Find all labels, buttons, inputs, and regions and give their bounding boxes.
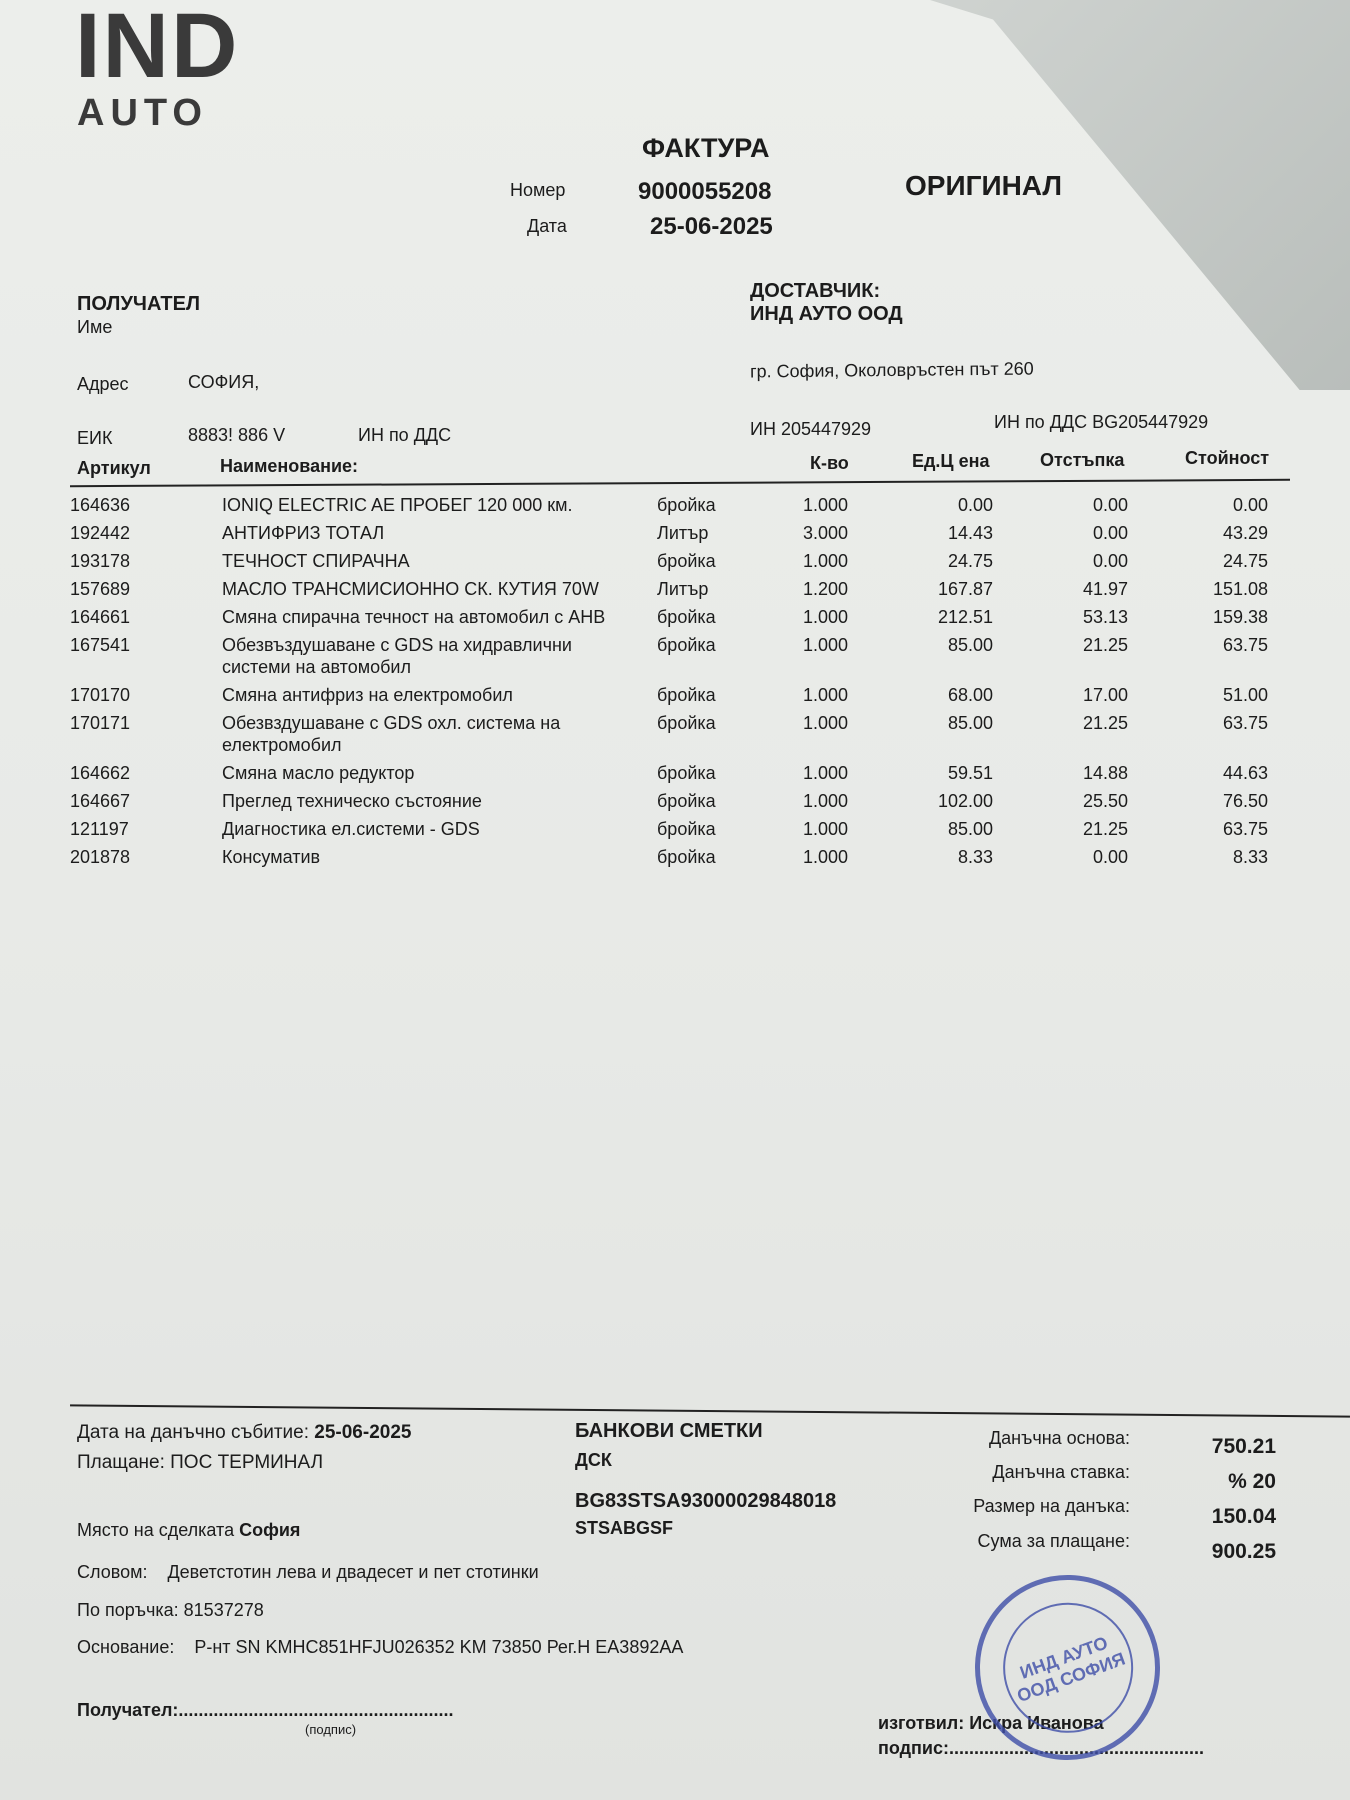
iban: BG83STSA93000029848018 [575, 1490, 837, 1512]
tax-date-label: Дата на данъчно събитие: [77, 1422, 309, 1443]
place-label: Място на сделката [77, 1520, 235, 1540]
item-unit: бройка [657, 847, 716, 867]
item-qty: 1.000 [802, 847, 848, 867]
table-row [70, 550, 1290, 572]
recipient-eik: 8883! 886 V [188, 425, 286, 445]
item-discount: 14.88 [1082, 763, 1128, 783]
item-discount: 53.13 [1082, 607, 1128, 627]
place-line [77, 1520, 300, 1541]
item-qty: 3.000 [802, 523, 848, 543]
item-qty: 1.000 [802, 763, 848, 783]
payment-label: Плащане: [77, 1452, 165, 1473]
item-name: МАСЛО ТРАНСМИСИОННО СК. КУТИЯ 70W [222, 579, 599, 599]
supplier-in: ИН 205447929 [750, 419, 872, 439]
item-unit: Литър [657, 579, 709, 599]
tax-rate: % 20 [1228, 1470, 1276, 1493]
item-qty: 1.000 [802, 819, 848, 839]
base-label: Данъчна основа: [988, 1428, 1130, 1448]
recipient-signature-line: Получател:....................................................... [77, 1700, 454, 1720]
payment-method: ПОС ТЕРМИНАЛ [170, 1452, 324, 1473]
item-qty: 1.200 [802, 579, 848, 599]
col-discount: Отстъпка [1040, 450, 1125, 470]
item-unit: бройка [657, 551, 716, 571]
item-code: 164636 [70, 495, 131, 515]
item-discount: 21.25 [1082, 819, 1128, 839]
item-code: 193178 [70, 551, 131, 571]
item-qty: 1.000 [802, 791, 848, 811]
item-discount: 21.25 [1082, 635, 1128, 655]
item-unit: бройка [657, 763, 716, 783]
item-name: АНТИФРИЗ ТОТАЛ [222, 523, 385, 543]
item-name: Преглед техническо състояние [222, 791, 482, 811]
item-name: IONIQ ELECTRIC AE ПРОБЕГ 120 000 км. [222, 495, 573, 515]
item-unit: бройка [657, 685, 716, 705]
recipient-heading: ПОЛУЧАТЕЛ [77, 293, 200, 315]
table-row [70, 818, 1290, 840]
item-value: 63.75 [1222, 635, 1268, 655]
rate-label: Данъчна ставка: [992, 1462, 1130, 1482]
item-value: 51.00 [1222, 685, 1268, 705]
tax-date-line [77, 1422, 411, 1444]
table-row [70, 606, 1290, 628]
item-code: 121197 [70, 819, 129, 839]
date-label: Дата [527, 216, 567, 236]
basis: Р-нт SN KMHC851HFJU026352 KM 73850 Рег.Н EA3892AA [194, 1637, 684, 1657]
item-value: 8.33 [1232, 847, 1268, 867]
item-value: 24.75 [1222, 551, 1268, 571]
stamp-text: ИНД АУТО ООД СОФИЯ [984, 1584, 1151, 1751]
table-row [70, 712, 1290, 756]
item-qty: 1.000 [802, 635, 848, 655]
bank-name: ДСК [575, 1450, 612, 1470]
item-name: Смяна антифриз на електромобил [222, 685, 513, 705]
item-discount: 0.00 [1092, 551, 1128, 571]
table-row [70, 522, 1290, 544]
item-value: 159.38 [1212, 607, 1268, 627]
item-price: 85.00 [947, 819, 993, 839]
invoice-number: 9000055208 [638, 178, 772, 205]
item-price: 24.75 [947, 551, 993, 571]
logo-subtitle: AUTO [77, 92, 208, 134]
item-unit: бройка [657, 791, 716, 811]
item-name: Консуматив [222, 847, 321, 867]
place: София [239, 1520, 301, 1540]
item-discount: 17.00 [1082, 685, 1128, 705]
header-divider [70, 479, 1290, 487]
order-line [77, 1600, 264, 1621]
col-code: Артикул [77, 458, 151, 478]
payment-line [77, 1452, 323, 1474]
col-qty: К-во [810, 453, 849, 473]
prepared-by: изготвил: Искра Иванова [878, 1713, 1104, 1733]
recipient-vat-label: ИН по ДДС [358, 425, 452, 445]
item-value: 76.50 [1222, 791, 1268, 811]
tax-base: 750.21 [1211, 1435, 1276, 1458]
item-price: 167.87 [937, 579, 993, 599]
items-table [70, 494, 1290, 874]
bank-heading: БАНКОВИ СМЕТКИ [575, 1420, 763, 1442]
basis-label: Основание: [77, 1637, 175, 1657]
amount-in-words: Деветстотин лева и двадесет и пет стотинки [167, 1562, 539, 1582]
supplier-heading: ДОСТАВЧИК: [750, 280, 881, 302]
item-price: 8.33 [957, 847, 993, 867]
item-discount: 0.00 [1092, 847, 1128, 867]
item-code: 167541 [70, 635, 131, 655]
item-discount: 0.00 [1092, 495, 1128, 515]
item-price: 212.51 [937, 607, 993, 627]
item-value: 0.00 [1232, 495, 1268, 515]
item-unit: бройка [657, 495, 716, 515]
item-code: 164662 [70, 763, 131, 783]
table-row [70, 790, 1290, 812]
words-line [77, 1562, 539, 1583]
supplier-signature-line: подпис:................................................... [878, 1738, 1205, 1758]
item-discount: 21.25 [1082, 713, 1128, 733]
basis-line [77, 1637, 683, 1658]
logo: IND [75, 0, 240, 97]
table-row [70, 846, 1290, 868]
item-discount: 25.50 [1082, 791, 1128, 811]
item-name: Смяна масло редуктор [222, 763, 415, 783]
item-qty: 1.000 [802, 551, 848, 571]
item-qty: 1.000 [802, 495, 848, 515]
table-row [70, 578, 1290, 600]
item-price: 102.00 [937, 791, 993, 811]
supplier-address: гр. София, Околовръстен път 260 [749, 358, 1034, 382]
item-name: Обезвъздушаване с GDS на хидравлични системи на автомобил [222, 635, 572, 677]
address-label: Адрес [77, 374, 129, 394]
tax-amount: 150.04 [1211, 1505, 1276, 1528]
item-price: 14.43 [947, 523, 993, 543]
item-unit: бройка [657, 713, 716, 733]
total-label: Сума за плащане: [977, 1531, 1130, 1551]
col-price: Ед.Ц ена [912, 451, 990, 471]
item-name: Смяна спирачна течност на автомобил с АНВ [222, 607, 606, 627]
item-value: 63.75 [1222, 819, 1268, 839]
item-price: 85.00 [947, 713, 993, 733]
signature-hint: (подпис) [305, 1722, 357, 1737]
recipient-address: СОФИЯ, [188, 372, 260, 392]
item-unit: бройка [657, 607, 716, 627]
item-value: 44.63 [1222, 763, 1268, 783]
col-value: Стойност [1185, 448, 1270, 468]
item-value: 151.08 [1212, 579, 1268, 599]
item-qty: 1.000 [802, 607, 848, 627]
item-price: 68.00 [947, 685, 993, 705]
supplier-vat: ИН по ДДС BG205447929 [994, 412, 1209, 432]
item-value: 63.75 [1222, 713, 1268, 733]
item-discount: 0.00 [1092, 523, 1128, 543]
item-code: 164661 [70, 607, 131, 627]
number-label: Номер [510, 180, 566, 200]
bic: STSABGSF [575, 1518, 674, 1538]
item-name: Диагностика ел.системи - GDS [222, 819, 480, 839]
table-row [70, 762, 1290, 784]
item-price: 85.00 [947, 635, 993, 655]
original-mark: ОРИГИНАЛ [905, 170, 1063, 201]
table-row [70, 634, 1290, 678]
item-code: 157689 [70, 579, 131, 599]
item-unit: Литър [657, 523, 709, 543]
invoice-date: 25-06-2025 [650, 213, 773, 240]
total-amount: 900.25 [1211, 1540, 1276, 1563]
item-qty: 1.000 [802, 685, 848, 705]
table-row [70, 494, 1290, 516]
footer-divider [70, 1404, 1350, 1417]
item-name: Обезвздушаване с GDS охл. система на електромобил [222, 713, 561, 755]
col-name: Наименование: [220, 456, 359, 476]
tax-date: 25-06-2025 [314, 1422, 412, 1443]
item-code: 170171 [70, 713, 131, 733]
item-unit: бройка [657, 635, 716, 655]
item-price: 0.00 [957, 495, 993, 515]
tax-amount-label: Размер на данъка: [973, 1496, 1130, 1516]
table-row [70, 684, 1290, 706]
eik-label: ЕИК [77, 428, 113, 448]
item-code: 170170 [70, 685, 131, 705]
item-name: ТЕЧНОСТ СПИРАЧНА [222, 551, 410, 571]
order-number: 81537278 [183, 1600, 264, 1620]
supplier-name: ИНД АУТО ООД [750, 303, 903, 325]
order-label: По поръчка: [77, 1600, 179, 1620]
item-code: 164667 [70, 791, 131, 811]
name-label: Име [77, 317, 113, 337]
item-code: 192442 [70, 523, 131, 543]
item-unit: бройка [657, 819, 716, 839]
item-discount: 41.97 [1082, 579, 1128, 599]
item-value: 43.29 [1222, 523, 1268, 543]
item-qty: 1.000 [802, 713, 848, 733]
doc-title: ФАКТУРА [642, 133, 770, 163]
words-label: Словом: [77, 1562, 148, 1582]
item-code: 201878 [70, 847, 131, 867]
item-price: 59.51 [947, 763, 993, 783]
